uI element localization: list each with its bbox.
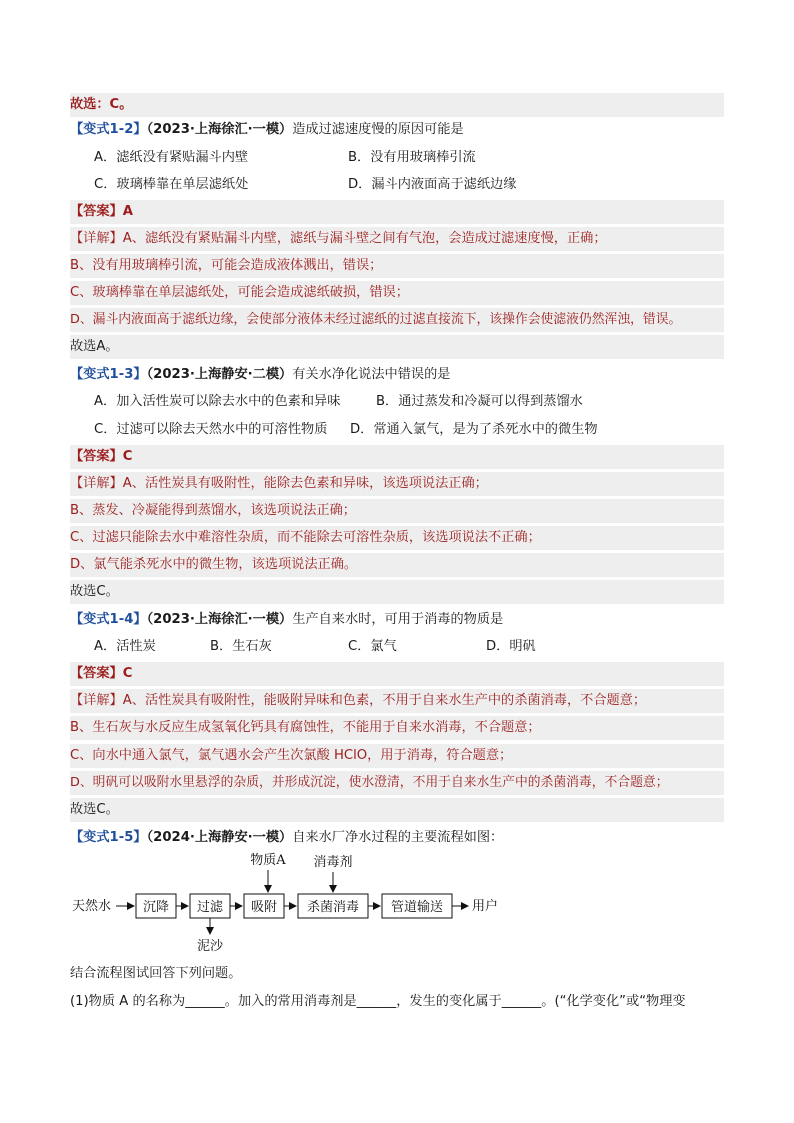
q3-stem bbox=[70, 363, 724, 387]
q3-options-row1 bbox=[70, 390, 724, 414]
q3-detail-1: 【详解】A、活性炭具有吸附性，能除去色素和异味，该选项说法正确； bbox=[70, 472, 724, 496]
q3-tag: 【变式1-3】 bbox=[70, 367, 147, 382]
q5-source: （2024·上海静安·一模） bbox=[146, 830, 293, 845]
flow-step-settling: 沉降 bbox=[142, 900, 170, 915]
q2-conclusion: 故选A。 bbox=[70, 335, 724, 359]
q4-options bbox=[70, 635, 724, 659]
q3-detail-3: C、过滤只能除去水中难溶性杂质，而不能除去可溶性杂质，该选项说法不正确； bbox=[70, 526, 724, 550]
q2-question: 造成过滤速度慢的原因可能是 bbox=[292, 122, 464, 137]
water-treatment-flowchart bbox=[70, 850, 520, 960]
q2-stem bbox=[70, 118, 724, 142]
q4-option-b: B．生石灰 bbox=[210, 639, 272, 654]
q3-option-a: A．加入活性炭可以除去水中的色素和异味 bbox=[94, 394, 341, 409]
q4-tag: 【变式1-4】 bbox=[70, 612, 147, 627]
flow-start-natural-water: 天然水 bbox=[72, 899, 112, 914]
flow-input-disinfectant: 消毒剂 bbox=[313, 855, 353, 870]
q4-answer: 【答案】C bbox=[70, 662, 724, 686]
q4-source: （2023·上海徐汇·一模） bbox=[146, 612, 293, 627]
q2-option-a: A．滤纸没有紧贴漏斗内壁 bbox=[94, 150, 249, 165]
q4-detail-3: C、向水中通入氯气，氯气遇水会产生次氯酸 HClO，用于消毒，符合题意； bbox=[70, 744, 724, 768]
q5-hint: 结合流程图试回答下列问题。 bbox=[70, 966, 242, 981]
flow-step-pipeline: 管道输送 bbox=[390, 900, 444, 915]
q4-detail-2: B、生石灰与水反应生成氢氧化钙具有腐蚀性，不能用于自来水消毒，不合题意； bbox=[70, 716, 724, 740]
q4-detail-1: 【详解】A、活性炭具有吸附性，能吸附异味和色素，不用于自来水生产中的杀菌消毒，不合题意； bbox=[70, 689, 724, 713]
q4-option-a: A．活性炭 bbox=[94, 639, 156, 654]
q3-detail-2: B、蒸发、冷凝能得到蒸馏水，该选项说法正确； bbox=[70, 499, 724, 523]
q3-detail-4: D、氯气能杀死水中的微生物，该选项说法正确。 bbox=[70, 553, 724, 577]
q2-options-row2 bbox=[70, 173, 724, 197]
prev-answer-end: 故选：C。 bbox=[70, 93, 724, 117]
q2-option-d: D．漏斗内液面高于滤纸边缘 bbox=[348, 177, 517, 192]
q2-detail-4: D、漏斗内液面高于滤纸边缘，会使部分液体未经过滤纸的过滤直接流下，该操作会使滤液仍然浑浊，错误。 bbox=[70, 308, 724, 332]
q5-question: 自来水厂净水过程的主要流程如图： bbox=[292, 830, 504, 845]
q4-option-c: C．氯气 bbox=[348, 639, 397, 654]
flow-step-adsorption: 吸附 bbox=[250, 900, 278, 915]
q2-option-b: B．没有用玻璃棒引流 bbox=[348, 150, 476, 165]
flow-output-mud: 泥沙 bbox=[196, 939, 224, 954]
q3-option-c: C．过滤可以除去天然水中的可溶性物质 bbox=[94, 422, 328, 437]
q2-answer: 【答案】A bbox=[70, 200, 724, 224]
q5-tag: 【变式1-5】 bbox=[70, 830, 147, 845]
q2-tag: 【变式1-2】 bbox=[70, 122, 147, 137]
q3-question: 有关水净化说法中错误的是 bbox=[292, 367, 451, 382]
flow-step-disinfection: 杀菌消毒 bbox=[306, 900, 360, 915]
q2-detail-1: 【详解】A、滤纸没有紧贴漏斗内壁，滤纸与漏斗壁之间有气泡，会造成过滤速度慢，正确； bbox=[70, 227, 724, 251]
q5-stem bbox=[70, 826, 724, 850]
q3-options-row2 bbox=[70, 418, 724, 442]
q4-detail-4: D、明矾可以吸附水里悬浮的杂质，并形成沉淀，使水澄清，不用于自来水生产中的杀菌消毒，不合题意； bbox=[70, 771, 724, 795]
q2-detail-3: C、玻璃棒靠在单层滤纸处，可能会造成滤纸破损，错误； bbox=[70, 281, 724, 305]
q2-option-c: C．玻璃棒靠在单层滤纸处 bbox=[94, 177, 249, 192]
q5-subquestion-1: (1)物质 A 的名称为______。加入的常用消毒剂是______，发生的变化属于______。(“化学变化”或“物理变 bbox=[70, 994, 686, 1009]
q4-conclusion: 故选C。 bbox=[70, 798, 724, 822]
q4-option-d: D．明矾 bbox=[486, 639, 536, 654]
q3-option-b: B．通过蒸发和冷凝可以得到蒸馏水 bbox=[376, 394, 583, 409]
q2-source: （2023·上海徐汇·一模） bbox=[146, 122, 293, 137]
q3-conclusion: 故选C。 bbox=[70, 580, 724, 604]
q2-options-row1 bbox=[70, 146, 724, 170]
q3-answer: 【答案】C bbox=[70, 445, 724, 469]
flow-step-filtration: 过滤 bbox=[196, 900, 224, 915]
q3-option-d: D．常通入氯气，是为了杀死水中的微生物 bbox=[350, 422, 598, 437]
q4-stem bbox=[70, 608, 724, 632]
q3-source: （2023·上海静安·二模） bbox=[146, 367, 293, 382]
flow-end-users: 用户 bbox=[472, 899, 499, 914]
q4-question: 生产自来水时，可用于消毒的物质是 bbox=[292, 612, 504, 627]
q2-detail-2: B、没有用玻璃棒引流，可能会造成液体溅出，错误； bbox=[70, 254, 724, 278]
flow-input-substance-a: 物质A bbox=[250, 853, 286, 868]
